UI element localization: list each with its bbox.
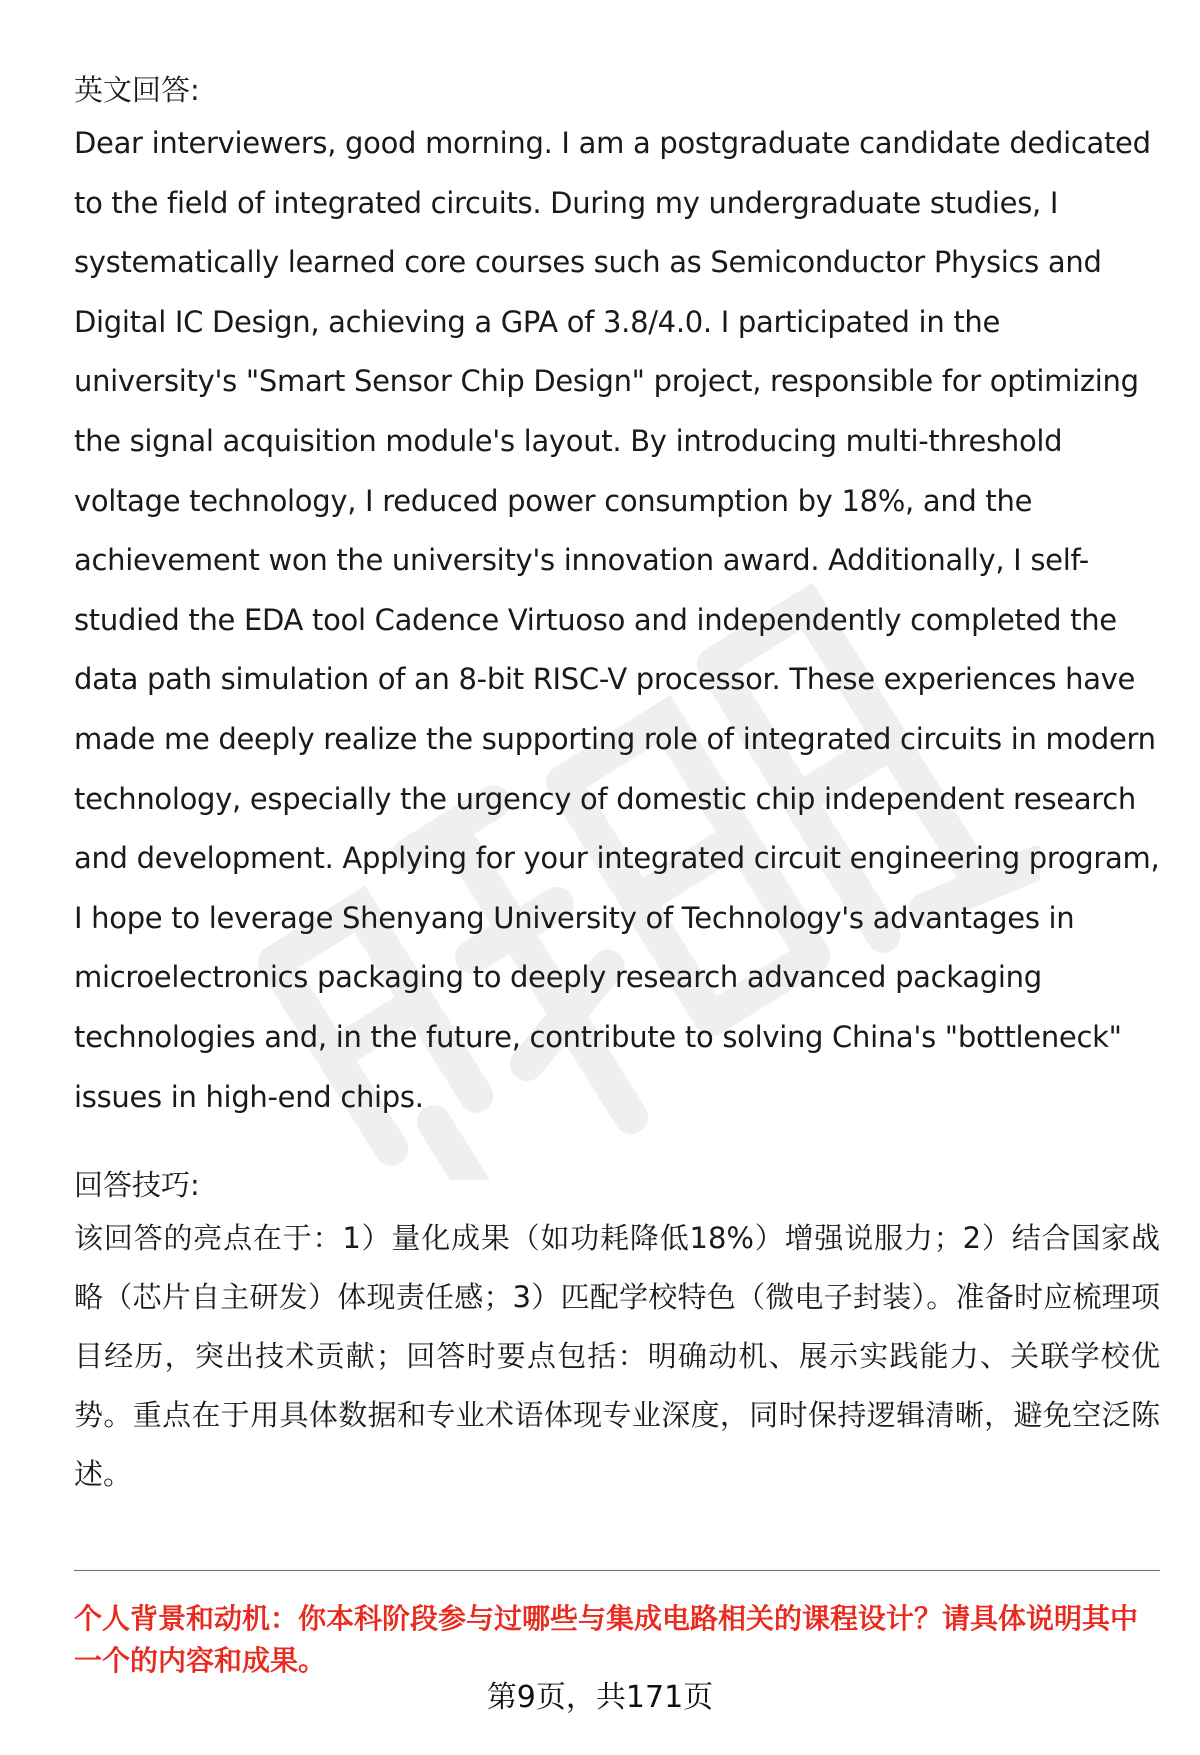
answer-section-label: 英文回答: [74, 73, 200, 107]
document-body [74, 66, 1160, 1504]
section-divider [74, 1570, 1160, 1571]
answer-text: Dear interviewers, good morning. I am a postgraduate candidate dedicated to the field of integrated circuits. During my undergraduate studies, I systematically learned core courses such as Semiconductor Physics and Digital IC Design, achieving a GPA of 3.8/4.0. I participated in the university's "Smart Sensor Chip Design" project, responsible for optimizing the signal acquisition module's layout. By introducing multi-threshold voltage technology, I reduced power consumption by 18%, and the achievement won the university's innovation award. Additionally, I self-studied the EDA tool Cadence Virtuoso and independently completed the data path simulation of an 8-bit RISC-V processor. These experiences have made me deeply realize the supporting role of integrated circuits in modern technology, especially the urgency of domestic chip independent research and development. Applying for your integrated circuit engineering program, I hope to leverage Shenyang University of Technology's advantages in microelectronics packaging to deeply research advanced packaging technologies and, in the future, contribute to solving China's "bottleneck" issues in high-end chips. [74, 126, 1160, 1114]
page-indicator: 第9页，共171页 [486, 1680, 714, 1715]
tips-text: 该回答的亮点在于：1）量化成果（如功耗降低18%）增强说服力；2）结合国家战略（芯片自主研发）体现责任感；3）匹配学校特色（微电子封装）。准备时应梳理项目经历，突出技术贡献；回答时要点包括：明确动机、展示实践能力、关联学校优势。重点在于用具体数据和专业术语体现专业深度，同时保持逻辑清晰，避免空泛陈述。 [74, 1221, 1160, 1492]
tips-section-label: 回答技巧: [74, 1168, 200, 1203]
next-question-heading: 个人背景和动机：你本科阶段参与过哪些与集成电路相关的课程设计？请具体说明其中一个的内容和成果。 [74, 1602, 1139, 1677]
